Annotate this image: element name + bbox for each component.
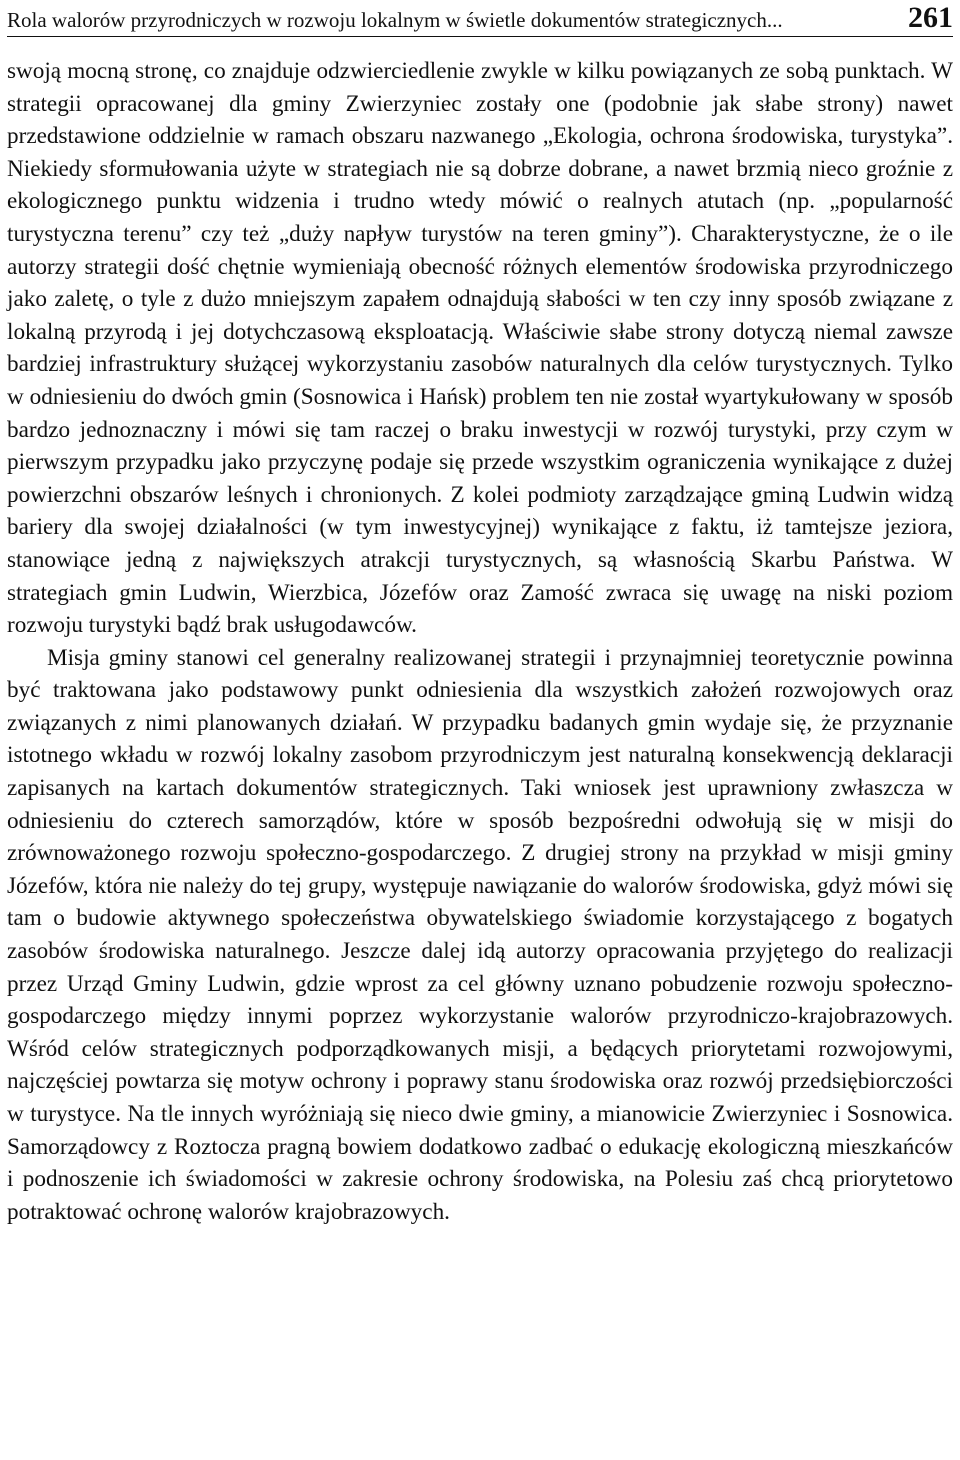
page-number: 261	[908, 1, 953, 34]
body-text	[7, 55, 953, 1228]
running-header	[7, 1, 953, 37]
running-title: Rola walorów przyrodniczych w rozwoju lokalnym w świetle dokumentów strategicznych...	[7, 8, 783, 32]
document-page	[7, 0, 953, 1460]
paragraph-continued: swoją mocną stronę, co znajduje odzwierciedlenie zwykle w kilku powiązanych ze sobą punktach. W strategii opracowanej dla gminy Zwierzyniec zostały one (podobnie jak słabe strony) nawet przedstawione oddzielnie w ramach obszaru nazwanego „Ekologia, ochrona środowiska, turystyka”. Niekiedy sformułowania użyte w strategiach nie są dobrze dobrane, a nawet brzmią nieco groźnie z ekologicznego punktu widzenia i trudno wtedy mówić o realnych atutach (np. „popularność turystyczna terenu” czy też „duży napływ turystów na teren gminy”). Charakterystyczne, że o ile autorzy strategii dość chętnie wymieniają obecność różnych elementów środowiska przyrodniczego jako zaletę, o tyle z dużo mniejszym zapałem odnajdują słabości w ten czy inny sposób związane z lokalną przyrodą i jej dotychczasową eksploatacją. Właściwie słabe strony dotyczą niemal zawsze bardziej infrastruktury służącej wykorzystaniu zasobów naturalnych dla celów turystycznych. Tylko w odniesieniu do dwóch gmin (Sosnowica i Hańsk) problem ten nie został wyartykułowany w sposób bardzo jednoznaczny i mówi się tam raczej o braku inwestycji w rozwój turystyki, przy czym w pierwszym przypadku jako przyczynę podaje się przede wszystkim ograniczenia wynikające z dużej powierzchni obszarów leśnych i chronionych. Z kolei podmioty zarządzające gminą Ludwin widzą bariery dla swojej działalności (w tym inwestycyjnej) wynikające z faktu, iż tamtejsze jeziora, stanowiące jedną z największych atrakcji turystycznych, są własnością Skarbu Państwa. W strategiach gmin Ludwin, Wierzbica, Józefów oraz Zamość zwraca się uwagę na niski poziom rozwoju turystyki bądź brak usługodawców.	[7, 58, 953, 639]
paragraph-mission: Misja gminy stanowi cel generalny realizowanej strategii i przynajmniej teoretycznie powinna być traktowana jako podstawowy punkt odniesienia dla wszystkich założeń rozwojowych oraz związanych z nimi planowanych działań. W przypadku badanych gmin wydaje się, że przyznanie istotnego wkładu w rozwój lokalny zasobom przyrodniczym jest naturalną konsekwencją deklaracji zapisanych na kartach dokumentów strategicznych. Taki wniosek jest uprawniony zwłaszcza w odniesieniu do czterech samorządów, które w sposób bezpośredni odwołują się w misji do zrównoważonego rozwoju społeczno-gospodarczego. Z drugiej strony na przykład w misji gminy Józefów, która nie należy do tej grupy, występuje nawiązanie do walorów środowiska, gdyż mówi się tam o budowie aktywnego społeczeństwa obywatelskiego świadomie korzystającego z bogatych zasobów środowiska naturalnego. Jeszcze dalej idą autorzy opracowania przyjętego do realizacji przez Urząd Gminy Ludwin, gdzie wprost za cel główny uznano pobudzenie rozwoju społeczno-gospodarczego między innymi poprzez wykorzystanie walorów przyrodniczo-krajobrazowych. Wśród celów strategicznych podporządkowanych misji, a będących priorytetami rozwojowymi, najczęściej powtarza się motyw ochrony i poprawy stanu środowiska oraz rozwój przedsiębiorczości w turystyce. Na tle innych wyróżniają się nieco dwie gminy, a mianowicie Zwierzyniec i Sosnowica. Samorządowcy z Roztocza pragną bowiem dodatkowo zadbać o edukację ekologiczną mieszkańców i podnoszenie ich świadomości w zakresie ochrony środowiska, na Polesiu zaś chcą priorytetowo potraktować ochronę walorów krajobrazowych.	[7, 644, 953, 1225]
